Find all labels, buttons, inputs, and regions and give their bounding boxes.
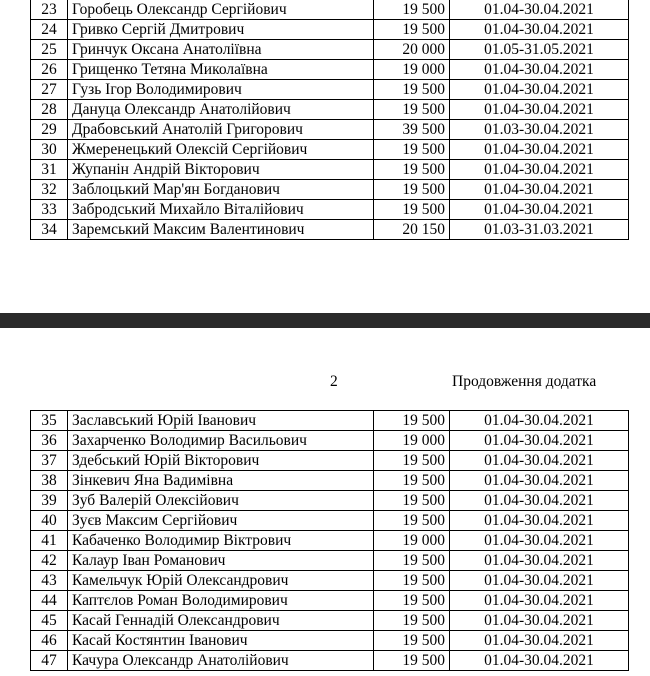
row-number: 24 bbox=[31, 20, 68, 40]
payment-amount: 19 500 bbox=[374, 631, 450, 651]
table-row bbox=[31, 571, 629, 591]
row-number: 28 bbox=[31, 100, 68, 120]
payment-amount: 20 000 bbox=[374, 40, 450, 60]
row-number: 42 bbox=[31, 551, 68, 571]
row-number: 26 bbox=[31, 60, 68, 80]
payment-amount: 19 500 bbox=[374, 20, 450, 40]
payment-amount: 39 500 bbox=[374, 120, 450, 140]
person-name: Качура Олександр Анатолійович bbox=[68, 651, 374, 671]
person-name: Касай Геннадій Олександрович bbox=[68, 611, 374, 631]
table-row bbox=[31, 651, 629, 671]
payment-amount: 19 500 bbox=[374, 511, 450, 531]
table-row bbox=[31, 20, 629, 40]
payment-amount: 19 500 bbox=[374, 551, 450, 571]
payment-period: 01.04-30.04.2021 bbox=[450, 551, 629, 571]
row-number: 39 bbox=[31, 491, 68, 511]
payment-amount: 19 500 bbox=[374, 0, 450, 20]
row-number: 37 bbox=[31, 451, 68, 471]
payments-table-top bbox=[30, 0, 629, 240]
person-name: Зінкевич Яна Вадимівна bbox=[68, 471, 374, 491]
person-name: Захарченко Володимир Васильович bbox=[68, 431, 374, 451]
payment-period: 01.04-30.04.2021 bbox=[450, 591, 629, 611]
table-row bbox=[31, 60, 629, 80]
payment-period: 01.03-30.04.2021 bbox=[450, 120, 629, 140]
document-page-bottom bbox=[0, 328, 650, 676]
payments-table-bottom-body bbox=[31, 411, 629, 671]
payments-table-bottom bbox=[30, 410, 629, 671]
table-row bbox=[31, 80, 629, 100]
payment-period: 01.04-30.04.2021 bbox=[450, 20, 629, 40]
payment-period: 01.04-30.04.2021 bbox=[450, 651, 629, 671]
payment-period: 01.04-30.04.2021 bbox=[450, 160, 629, 180]
table-row bbox=[31, 491, 629, 511]
table-row bbox=[31, 411, 629, 431]
table-row bbox=[31, 431, 629, 451]
payment-period: 01.04-30.04.2021 bbox=[450, 80, 629, 100]
row-number: 41 bbox=[31, 531, 68, 551]
table-row bbox=[31, 0, 629, 20]
payment-period: 01.04-30.04.2021 bbox=[450, 491, 629, 511]
row-number: 27 bbox=[31, 80, 68, 100]
document-page-top bbox=[0, 0, 650, 313]
payment-period: 01.04-30.04.2021 bbox=[450, 511, 629, 531]
payments-table-top-body bbox=[31, 0, 629, 240]
table-row bbox=[31, 160, 629, 180]
payment-period: 01.04-30.04.2021 bbox=[450, 60, 629, 80]
payment-amount: 19 500 bbox=[374, 491, 450, 511]
person-name: Грищенко Тетяна Миколаївна bbox=[68, 60, 374, 80]
table-row bbox=[31, 120, 629, 140]
person-name: Камельчук Юрій Олександрович bbox=[68, 571, 374, 591]
payment-amount: 19 500 bbox=[374, 80, 450, 100]
payment-amount: 19 500 bbox=[374, 180, 450, 200]
person-name: Касай Костянтин Іванович bbox=[68, 631, 374, 651]
person-name: Драбовський Анатолій Григорович bbox=[68, 120, 374, 140]
payment-period: 01.04-30.04.2021 bbox=[450, 100, 629, 120]
person-name: Гривко Сергій Дмитрович bbox=[68, 20, 374, 40]
person-name: Здебський Юрій Вікторович bbox=[68, 451, 374, 471]
payment-period: 01.04-30.04.2021 bbox=[450, 451, 629, 471]
payment-amount: 19 000 bbox=[374, 431, 450, 451]
row-number: 35 bbox=[31, 411, 68, 431]
table-row bbox=[31, 200, 629, 220]
payment-amount: 19 500 bbox=[374, 100, 450, 120]
table-row bbox=[31, 531, 629, 551]
table-row bbox=[31, 140, 629, 160]
payment-period: 01.04-30.04.2021 bbox=[450, 140, 629, 160]
payment-amount: 19 500 bbox=[374, 571, 450, 591]
payment-period: 01.04-30.04.2021 bbox=[450, 471, 629, 491]
table-row bbox=[31, 220, 629, 240]
payment-amount: 20 150 bbox=[374, 220, 450, 240]
payment-period: 01.04-30.04.2021 bbox=[450, 180, 629, 200]
row-number: 25 bbox=[31, 40, 68, 60]
payment-period: 01.04-30.04.2021 bbox=[450, 631, 629, 651]
person-name: Жупанін Андрій Вікторович bbox=[68, 160, 374, 180]
payment-amount: 19 500 bbox=[374, 160, 450, 180]
person-name: Зуб Валерій Олексійович bbox=[68, 491, 374, 511]
payment-amount: 19 500 bbox=[374, 200, 450, 220]
row-number: 30 bbox=[31, 140, 68, 160]
person-name: Дануца Олександр Анатолійович bbox=[68, 100, 374, 120]
payment-period: 01.04-30.04.2021 bbox=[450, 611, 629, 631]
payment-period: 01.05-31.05.2021 bbox=[450, 40, 629, 60]
payment-amount: 19 500 bbox=[374, 140, 450, 160]
payment-period: 01.04-30.04.2021 bbox=[450, 0, 629, 20]
row-number: 38 bbox=[31, 471, 68, 491]
person-name: Заремський Максим Валентинович bbox=[68, 220, 374, 240]
table-row bbox=[31, 451, 629, 471]
payment-amount: 19 500 bbox=[374, 611, 450, 631]
person-name: Каптєлов Роман Володимирович bbox=[68, 591, 374, 611]
row-number: 31 bbox=[31, 160, 68, 180]
row-number: 36 bbox=[31, 431, 68, 451]
person-name: Заславський Юрій Іванович bbox=[68, 411, 374, 431]
page-break-divider bbox=[0, 313, 650, 328]
table-row bbox=[31, 471, 629, 491]
person-name: Кабаченко Володимир Віктрович bbox=[68, 531, 374, 551]
row-number: 44 bbox=[31, 591, 68, 611]
row-number: 23 bbox=[31, 0, 68, 20]
payment-period: 01.04-30.04.2021 bbox=[450, 571, 629, 591]
row-number: 32 bbox=[31, 180, 68, 200]
payment-amount: 19 500 bbox=[374, 411, 450, 431]
table-row bbox=[31, 100, 629, 120]
row-number: 29 bbox=[31, 120, 68, 140]
payment-period: 01.04-30.04.2021 bbox=[450, 531, 629, 551]
payment-period: 01.04-30.04.2021 bbox=[450, 200, 629, 220]
payment-amount: 19 000 bbox=[374, 531, 450, 551]
payment-amount: 19 000 bbox=[374, 60, 450, 80]
person-name: Зуєв Максим Сергійович bbox=[68, 511, 374, 531]
row-number: 34 bbox=[31, 220, 68, 240]
table-row bbox=[31, 591, 629, 611]
payment-amount: 19 500 bbox=[374, 591, 450, 611]
table-row bbox=[31, 611, 629, 631]
person-name: Забродський Михайло Віталійович bbox=[68, 200, 374, 220]
person-name: Горобець Олександр Сергійович bbox=[68, 0, 374, 20]
continuation-label: Продовження додатка bbox=[452, 373, 597, 390]
person-name: Калаур Іван Романович bbox=[68, 551, 374, 571]
row-number: 45 bbox=[31, 611, 68, 631]
person-name: Гринчук Оксана Анатоліївна bbox=[68, 40, 374, 60]
payment-period: 01.04-30.04.2021 bbox=[450, 431, 629, 451]
table-row bbox=[31, 551, 629, 571]
page-number: 2 bbox=[330, 373, 338, 390]
payment-amount: 19 500 bbox=[374, 471, 450, 491]
person-name: Жмеренецький Олексій Сергійович bbox=[68, 140, 374, 160]
payment-period: 01.04-30.04.2021 bbox=[450, 411, 629, 431]
person-name: Заблоцький Мар'ян Богданович bbox=[68, 180, 374, 200]
payment-amount: 19 500 bbox=[374, 451, 450, 471]
payment-period: 01.03-31.03.2021 bbox=[450, 220, 629, 240]
row-number: 40 bbox=[31, 511, 68, 531]
payment-amount: 19 500 bbox=[374, 651, 450, 671]
table-row bbox=[31, 180, 629, 200]
table-row bbox=[31, 40, 629, 60]
table-row bbox=[31, 511, 629, 531]
table-row bbox=[31, 631, 629, 651]
row-number: 47 bbox=[31, 651, 68, 671]
row-number: 43 bbox=[31, 571, 68, 591]
row-number: 33 bbox=[31, 200, 68, 220]
person-name: Гузь Ігор Володимирович bbox=[68, 80, 374, 100]
row-number: 46 bbox=[31, 631, 68, 651]
